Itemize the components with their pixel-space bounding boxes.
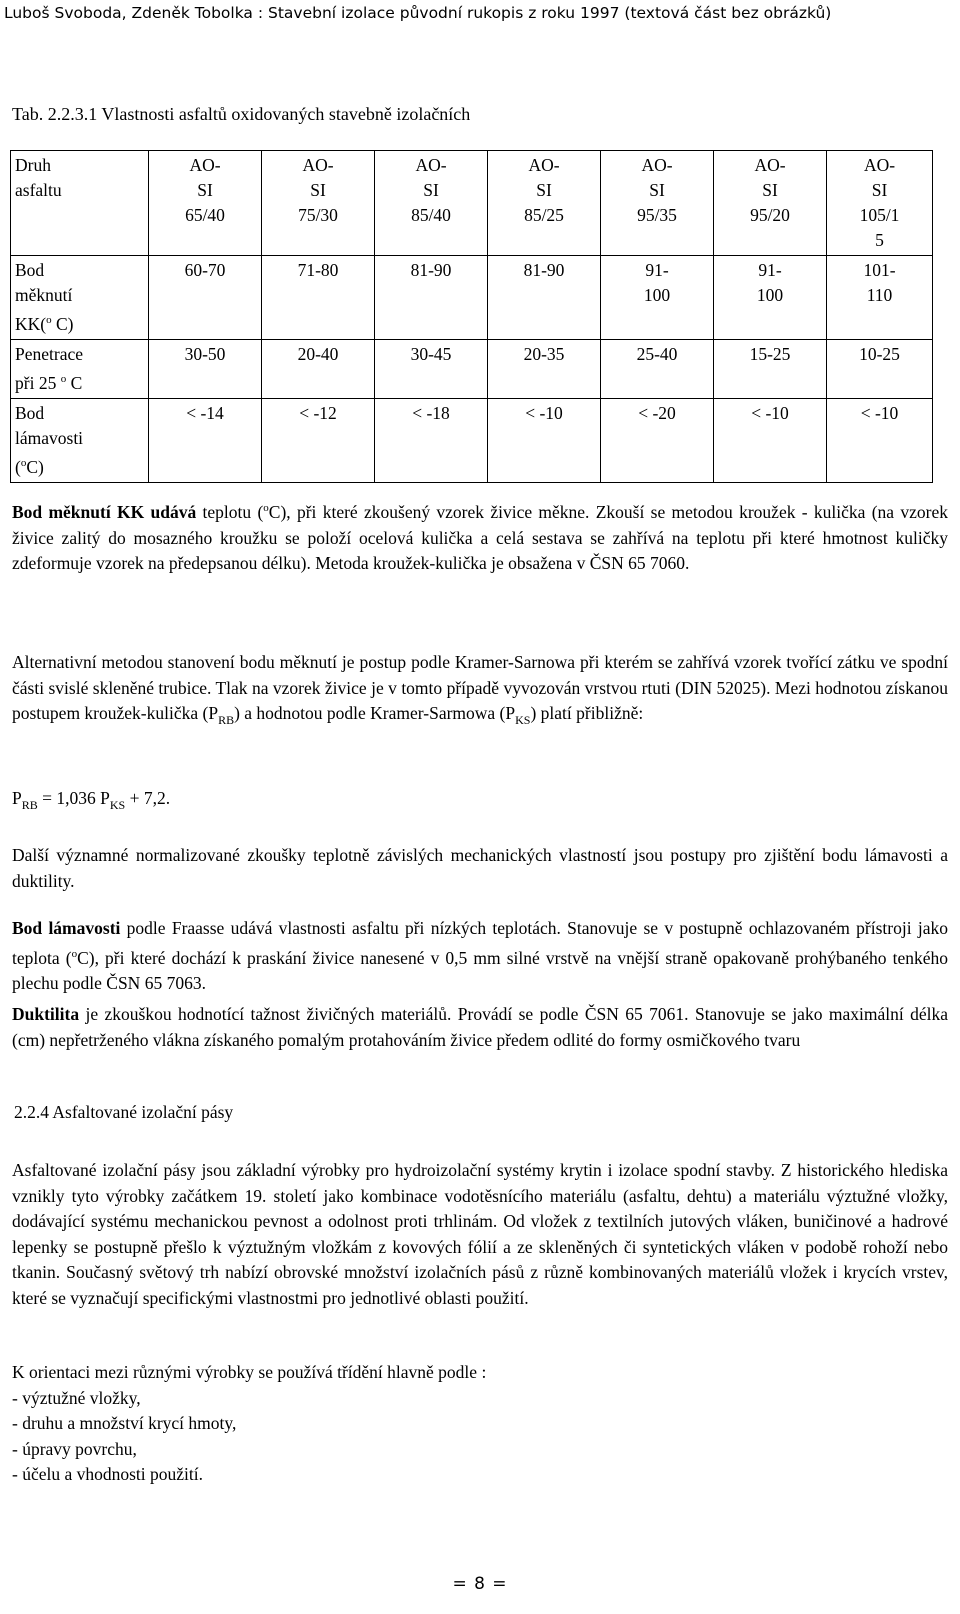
corner-cell xyxy=(11,151,149,256)
section-heading: 2.2.4 Asfaltované izolační pásy xyxy=(14,1102,234,1122)
paragraph-ductility: Duktilita je zkouškou hodnotící tažnost živičných materiálů. Provádí se podle ČSN 65 7061. Stanovuje se jako maximální délka (cm) nepřetrženého vlákna získaného pomalým protahováním živice předem odlité do formy osmičkového tvaru xyxy=(12,1004,948,1050)
table-cell: 10-25 xyxy=(827,340,933,399)
table-cell: < -20 xyxy=(601,399,714,483)
table-caption: Tab. 2.2.3.1 Vlastnosti asfaltů oxidovaných stavebně izolačních xyxy=(12,104,471,124)
column-header: AO- SI 95/35 xyxy=(601,151,714,256)
table-cell: < -12 xyxy=(262,399,375,483)
table-cell: 60-70 xyxy=(149,256,262,340)
column-header: AO- SI 65/40 xyxy=(149,151,262,256)
table-cell: 91- 100 xyxy=(714,256,827,340)
row-header: Bod lámavosti ($^o$C) xyxy=(11,399,149,483)
list-item: - účelu a vhodnosti použití. xyxy=(12,1464,204,1484)
paragraph-breaking-point: Bod lámavosti podle Fraasse udává vlastnosti asfaltu při nízkých teplotách. Stanovuje se v postupně ochlazovaném přístroji jako teplota ($^o$C), při které dochází k praskání živice nanesené v 0,5 mm silné vrstvě na vnější straně opakovaně prohýbaného tenkého plechu podle ČSN 65 7063. xyxy=(12,918,948,993)
table-row-breaking-point xyxy=(11,399,933,483)
paragraph-other-tests: Další významné normalizované zkoušky teplotně závislých mechanických vlastností jsou postupy pro zjištění bodu lámavosti a duktility. xyxy=(12,845,948,891)
list-item: - výztužné vložky, xyxy=(12,1387,141,1408)
table-cell: 71-80 xyxy=(262,256,375,340)
list-intro: K orientaci mezi různými výrobky se používá třídění hlavně podle : xyxy=(12,1362,487,1382)
table-cell: < -14 xyxy=(149,399,262,483)
classification-list xyxy=(12,1360,486,1488)
row-header: Penetrace při 25 $^o$ C xyxy=(11,340,149,399)
corner-line: Druh xyxy=(15,155,51,175)
paragraph-kramer-sarnow: Alternativní metodou stanovení bodu měknutí je postup podle Kramer-Sarnowa při kterém se zahřívá vzorek tvořící zátku ve spodní části svislé skleněné trubice. Tlak na vzorek živice je v tomto případě vyvozován vrstvou rtuti (DIN 52025). Mezi hodnotou získanou postupem kroužek-kulička $(P_{RB})$ a hodnotou podle Kramer-Sarmowa $(P_{KS})$ platí přibližně: xyxy=(12,652,948,727)
table-cell: < -10 xyxy=(714,399,827,483)
table-row-penetration xyxy=(11,340,933,399)
table-cell: 30-45 xyxy=(375,340,488,399)
table-cell: < -10 xyxy=(488,399,601,483)
paragraph-asphalt-strips: Asfaltované izolační pásy jsou základní výrobky pro hydroizolační systémy krytin i izolace spodní stavby. Z historického hlediska vznikly tyto výrobky začátkem 19. století jako kombinace vodotěsnícího materiálu (asfaltu, dehtu) a materiálu výztužné vložky, dodávající systému mechanickou pevnost a odolnost proti trhlinám. Od vložek z textilních jutových vláken, buničinové a hadrové lepenky se postupně přešlo k výztužným vložkám z kovových fólií a ze skleněných či syntetických vláken v podobě rohoží nebo tkanin. Současný světový trh nabízí obrovské množství izolačních pásů z různě kombinovaných materiálů vložek i krycích vrstev, které se vyznačují specifickými vlastnostmi pro jednotlivé oblasti použití. xyxy=(12,1160,948,1308)
table-cell: < -10 xyxy=(827,399,933,483)
table-cell: 20-35 xyxy=(488,340,601,399)
table-cell: 15-25 xyxy=(714,340,827,399)
row-header: Bod měknutí KK($^o$ C) xyxy=(11,256,149,340)
table-cell: 25-40 xyxy=(601,340,714,399)
table-cell: 81-90 xyxy=(375,256,488,340)
column-header: AO- SI 85/40 xyxy=(375,151,488,256)
column-header: AO- SI 75/30 xyxy=(262,151,375,256)
table-cell: 91- 100 xyxy=(601,256,714,340)
table-cell: 81-90 xyxy=(488,256,601,340)
corner-line: asfaltu xyxy=(15,180,62,200)
formula: $P_{RB} = 1,036$ $P_{KS} + 7,2$. xyxy=(12,788,171,812)
list-item: - druhu a množství krycí hmoty, xyxy=(12,1413,237,1433)
table-cell: 30-50 xyxy=(149,340,262,399)
running-header: Luboš Svoboda, Zdeněk Tobolka : Stavební izolace původní rukopis z roku 1997 (textová část bez obrázků) xyxy=(4,4,832,22)
table-cell: 101- 110 xyxy=(827,256,933,340)
paragraph-softening-point: Bod měknutí KK udává teplotu ($^o$C), při které zkoušený vzorek živice měkne. Zkouší se metodou kroužek - kulička (na vzorek živice zalitý do mosazného kroužku se položí ocelová kulička a celá sestava se zahřívá na teplotu při které hmotnost kuličky zdeformuje vzorek na předepsanou délku). Metoda kroužek-kulička je obsažena v ČSN 65 7060. xyxy=(12,502,948,573)
properties-table xyxy=(10,150,933,483)
table-row-softening-point xyxy=(11,256,933,340)
table-cell: 20-40 xyxy=(262,340,375,399)
column-header: AO- SI 95/20 xyxy=(714,151,827,256)
page-number: = 8 = xyxy=(452,1574,508,1594)
list-item: - úpravy povrchu, xyxy=(12,1438,137,1459)
column-header: AO- SI 105/1 5 xyxy=(827,151,933,256)
table-cell: < -18 xyxy=(375,399,488,483)
table-header-row xyxy=(11,151,933,256)
column-header: AO- SI 85/25 xyxy=(488,151,601,256)
